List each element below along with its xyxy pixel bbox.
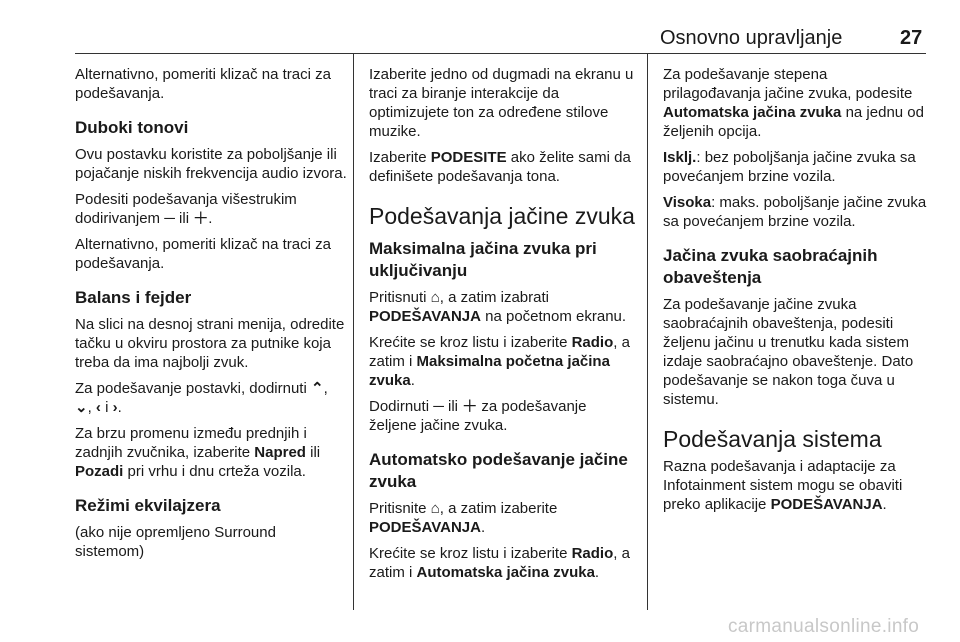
text: : bez poboljšanja jačine zvuka sa povećanjem brzine vozila. <box>663 149 916 185</box>
option-pozadi: Pozadi <box>75 463 124 480</box>
paragraph <box>369 544 637 582</box>
option-podesite: PODESITE <box>430 149 507 166</box>
text: na jednu od željenih opcija. <box>663 104 924 140</box>
text: . <box>410 372 415 389</box>
header-title: Osnovno upravljanje <box>660 27 843 49</box>
text: Za brzu promenu između prednjih i zadnjih zvučnika, izaberite <box>75 425 307 461</box>
paragraph: Alternativno, pomeriti klizač na traci za podešavanja. <box>75 236 331 272</box>
chevron-down-icon: ⌄ <box>75 399 88 416</box>
heading-max-volume: Maksimalna jačina zvuka pri uključivanju <box>369 239 597 280</box>
paragraph <box>369 288 637 326</box>
option-auto-volume: Automatska jačina zvuka <box>663 104 842 121</box>
option-podesavanja-app: PODEŠAVANJA <box>770 496 883 513</box>
option-podesavanja: PODEŠAVANJA <box>369 308 481 325</box>
text: Pritisnuti <box>369 289 427 306</box>
text: Krećite se kroz listu i izaberite <box>369 545 568 562</box>
paragraph <box>75 190 347 228</box>
option-napred: Napred <box>254 444 306 461</box>
paragraph <box>75 424 347 481</box>
plus-icon: ＋ <box>462 398 478 415</box>
text: . <box>208 210 213 227</box>
heading-traffic-volume: Jačina zvuka saobraćajnih obaveštenja <box>663 246 878 287</box>
text: Krećite se kroz listu i izaberite <box>369 334 568 351</box>
text: na početnom ekranu. <box>485 308 627 325</box>
option-radio: Radio <box>571 334 614 351</box>
heading-balance: Balans i fejder <box>75 288 192 307</box>
text: . <box>480 519 486 536</box>
plus-icon: ＋ <box>193 210 209 227</box>
text: . <box>594 564 600 581</box>
minus-icon: ─ <box>164 210 175 227</box>
home-icon: ⌂ <box>430 289 440 306</box>
text: Za podešavanje stepena prilagođavanja jačine zvuka, podesite <box>663 66 913 102</box>
text: Dodirnuti <box>369 398 430 415</box>
option-max-start-volume: Maksimalna početna jačina zvuka <box>369 353 610 389</box>
paragraph: Alternativno, pomeriti klizač na traci za podešavanja. <box>75 66 331 102</box>
paragraph <box>369 397 637 435</box>
text: Podesiti podešavanja višestrukim dodirivanjem <box>75 191 297 227</box>
text: , a zatim i <box>369 545 630 581</box>
text: Razna podešavanja i adaptacije za Infotainment sistem mogu se obaviti preko aplikacije <box>663 458 903 513</box>
paragraph <box>663 193 929 231</box>
paragraph <box>369 148 637 186</box>
column-2 <box>369 65 637 589</box>
column-divider-1 <box>353 54 354 610</box>
paragraph <box>663 457 929 514</box>
paragraph <box>369 333 637 390</box>
text: za podešavanje željene jačine zvuka. <box>369 398 587 434</box>
text: Za podešavanje postavki, dodirnuti <box>75 380 307 397</box>
paragraph: Za podešavanje jačine zvuka saobraćajnih obaveštenja, podesiti željenu jačinu u trenutku kada sistem izdaje saobraćajno obaveštenje. Dato podešavanje se nakon toga čuva u sistemu. <box>663 296 914 408</box>
column-1 <box>75 65 347 568</box>
text: , a zatim i <box>369 334 630 370</box>
text: Pritisnite <box>369 500 427 517</box>
text: i <box>105 399 109 416</box>
text: . <box>882 496 887 513</box>
option-radio: Radio <box>571 545 614 562</box>
chevron-up-icon: ⌃ <box>310 380 324 397</box>
text: ili <box>179 210 190 227</box>
text: pri vrhu i dnu crteža vozila. <box>127 463 306 480</box>
text: ili <box>448 398 459 415</box>
option-visoka: Visoka <box>663 194 712 211</box>
option-auto-volume: Automatska jačina zvuka <box>416 564 595 581</box>
text: ako želite sami da definišete podešavanja tona. <box>369 149 631 185</box>
chevron-left-icon: ‹ <box>95 399 101 416</box>
text: : maks. poboljšanje jačine zvuka sa povećanjem brzine vozila. <box>663 194 927 230</box>
heading-bass: Duboki tonovi <box>75 118 189 137</box>
paragraph <box>369 499 637 537</box>
heading-equalizer: Režimi ekvilajzera <box>75 496 221 515</box>
paragraph: (ako nije opremljeno Surround sistemom) <box>75 524 276 560</box>
heading-system-settings: Podešavanja sistema <box>663 426 882 452</box>
paragraph: Ovu postavku koristite za poboljšanje ili pojačanje niskih frekvencija audio izvora. <box>75 146 347 182</box>
column-3 <box>663 65 929 521</box>
text: , a zatim izabrati <box>439 289 549 306</box>
paragraph <box>663 65 929 141</box>
heading-volume-settings: Podešavanja jačine zvuka <box>369 203 635 229</box>
column-divider-2 <box>647 54 648 610</box>
heading-auto-volume: Automatsko podešavanje jačine zvuka <box>369 450 628 491</box>
chevron-right-icon: › <box>112 399 118 416</box>
text: , a zatim izaberite <box>439 500 558 517</box>
option-isklj: Isklj. <box>663 149 697 166</box>
paragraph: Za podešavanje postavki, dodirnuti ⌃, ⌄, ‹ i ›. <box>75 380 328 416</box>
option-podesavanja: PODEŠAVANJA <box>369 519 481 536</box>
home-icon: ⌂ <box>430 500 440 517</box>
paragraph: Na slici na desnoj strani menija, odredite tačku u okviru prostora za putnike koja treba da ima najbolji zvuk. <box>75 316 345 371</box>
header-rule <box>75 53 926 54</box>
text: ili <box>310 444 321 461</box>
watermark: carmanualsonline.info <box>728 616 920 637</box>
minus-icon: ─ <box>433 398 444 415</box>
paragraph <box>663 148 929 186</box>
text: Izaberite <box>369 149 427 166</box>
page-number: 27 <box>900 27 923 49</box>
paragraph: Izaberite jedno od dugmadi na ekranu u traci za biranje interakcije da optimizujete ton za određene stilove muzike. <box>369 66 634 140</box>
